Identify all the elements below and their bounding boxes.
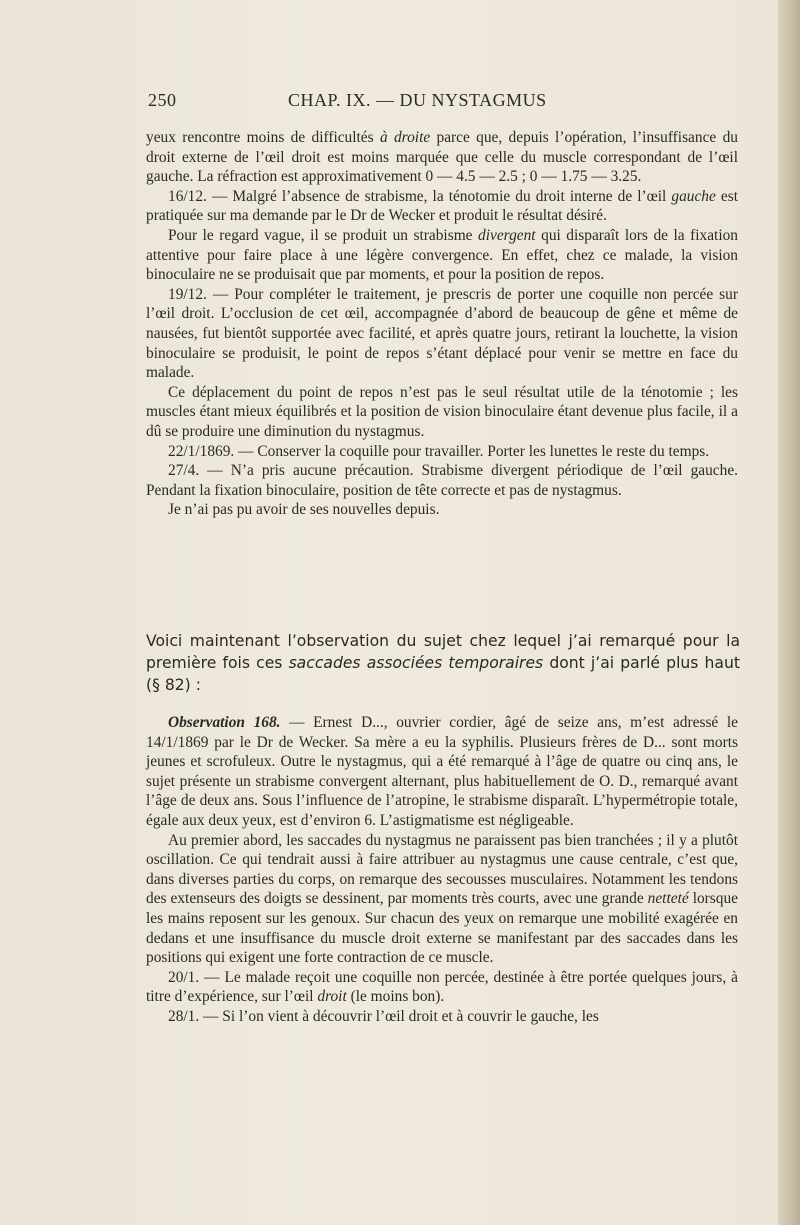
page-edge-shadow: [778, 0, 800, 1225]
paragraph: 20/1. — Le malade reçoit une coquille non percée, destinée à être portée quelques jours, à titre d’expérience, sur l’œil droit (le moins bon).: [146, 968, 738, 1006]
paragraph: Ce déplacement du point de repos n’est pas le seul résultat utile de la ténotomie ; les muscles étant mieux équilibrés et la position de vision binoculaire étant devenue plus facile, il a dû se produire une diminution du nystagmus.: [146, 383, 738, 440]
section-intro: Voici maintenant l’observation du sujet chez lequel j’ai remarqué pour la première fois ces saccades associées temporaires dont j’ai parlé plus haut (§ 82) :: [146, 632, 740, 694]
paragraph: 22/1/1869. — Conserver la coquille pour travailler. Porter les lunettes le reste du temps.: [168, 442, 710, 460]
paragraph: Je n’ai pas pu avoir de ses nouvelles depuis.: [168, 501, 440, 519]
running-header: [148, 90, 748, 114]
paragraph: 19/12. — Pour compléter le traitement, je prescris de porter une coquille non percée sur l’œil droit. L’occlusion de cet œil, accompagnée d’abord de beaucoup de gêne et même de nausées, fut bientôt supportée avec facilité, et après quatre jours, retirant la louchette, la vision binoculaire se produisit, le point de repos s’étant déplacé pour venir se mettre en face du malade.: [146, 285, 738, 382]
paragraph: 27/4. — N’a pris aucune précaution. Strabisme divergent périodique de l’œil gauche. Pendant la fixation binoculaire, position de tête correcte et pas de nystagmus.: [146, 462, 738, 499]
paragraph: Pour le regard vague, il se produit un strabisme divergent qui disparaît lors de la fixation attentive pour faire place à une légère convergence. En effet, chez ce malade, la vision binoculaire ne se produisait que par moments, et pour la position de repos.: [146, 226, 739, 284]
paragraph: Observation 168. — Ernest D..., ouvrier cordier, âgé de seize ans, m’est adressé le 14/1/1869 par le Dr de Wecker. Sa mère a eu la syphilis. Plusieurs frères de D... sont morts jeunes et scrofuleux. Outre le nystagmus, qui a été remarqué à l’âge de quatre ou cinq ans, le sujet présente un strabisme convergent alternant, plus habituellement de O. D., remarqué avant l’âge de deux ans. Sous l’influence de l’atropine, le strabisme disparaît. L’hypermétropie totale, égale aux deux yeux, est d’environ 6. L’astigmatisme est négligeable.: [146, 714, 738, 829]
observation-label: Observation 168.: [168, 714, 281, 731]
observation-168: [146, 713, 738, 1027]
paragraph: yeux rencontre moins de difficultés à droite parce que, depuis l’opération, l’insuffisance du droit externe de l’œil droit est moins marquée que celle du muscle correspondant de l’œil gauche. La réfraction est approximativement 0 — 4.5 — 2.5 ; 0 — 1.75 — 3.25.: [146, 129, 738, 186]
case-continuation-text: [146, 128, 738, 520]
paragraph: Au premier abord, les saccades du nystagmus ne paraissent pas bien tranchées ; il y a plutôt oscillation. Ce qui tendrait aussi à faire attribuer au nystagmus une cause centrale, c’est que, dans diverses parties du corps, on remarque des secousses musculaires. Notamment les tendons des extenseurs des doigts se dessinent, par moments très courts, avec une grande netteté lorsque les mains reposent sur les genoux. Sur chacun des yeux on remarque une mobilité exagérée en dedans et une insuffisance du muscle droit externe se manifestant par des saccades dans les positions qui exigent une forte contraction de ce muscle.: [146, 831, 738, 967]
page-number: 250: [148, 90, 177, 110]
paragraph: 16/12. — Malgré l’absence de strabisme, la ténotomie du droit interne de l’œil gauche est pratiquée sur ma demande par le Dr de Wecker et produit le résultat désiré.: [146, 187, 738, 225]
paragraph: 28/1. — Si l’on vient à découvrir l’œil droit et à couvrir le gauche, les: [168, 1007, 599, 1025]
running-title: CHAP. IX. — DU NYSTAGMUS: [288, 90, 547, 110]
